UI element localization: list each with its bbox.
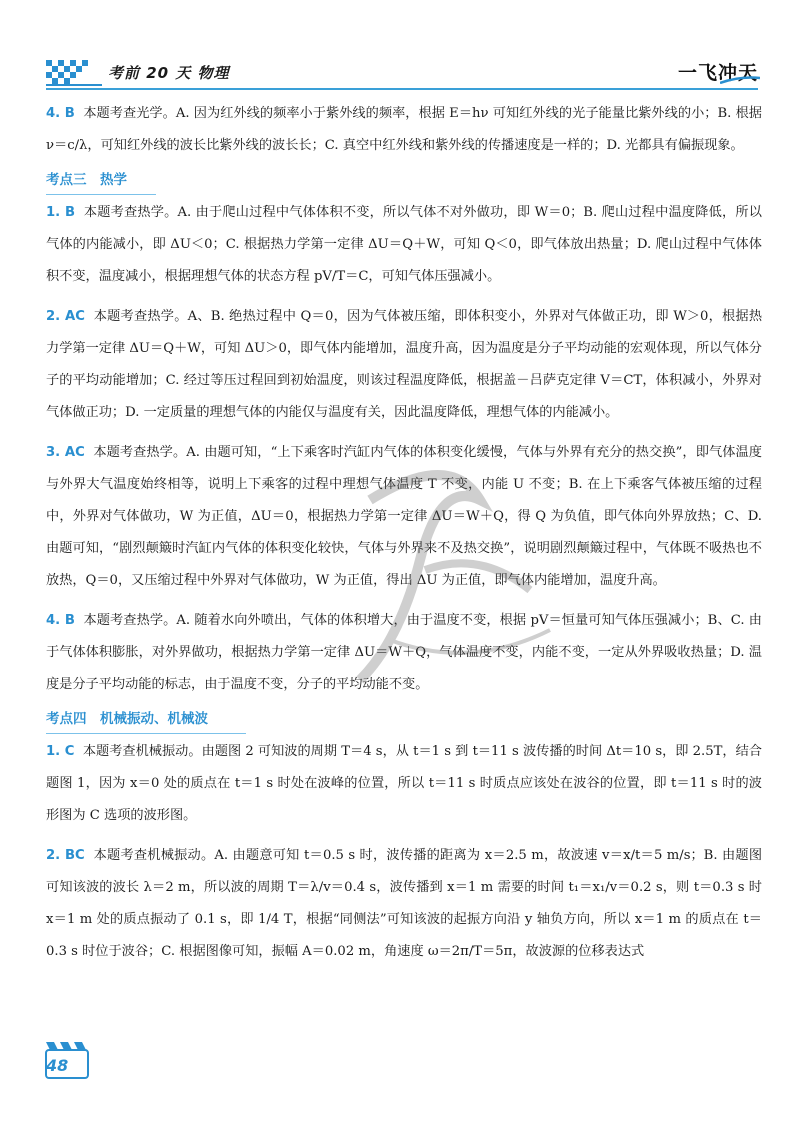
watermark-logo-icon — [330, 440, 570, 700]
answer-number: 1. C — [46, 744, 75, 759]
answer-text: 本题考查热学。A. 由题可知，“上下乘客时汽缸内气体的体积变化缓慢，气体与外界有充分的热交换”，即气体温度与外界大气温度始终相等，说明上下乘客的过程中理想气体温度 T 不变，内能 U 不变；B. 在上下乘客气体被压缩的过程中，外界对气体做功，W 为正值，ΔU＝0，根据热力学第一定律 ΔU＝W＋Q，得 Q 为负值，即气体向外界放热；C、D. 由题可知，“剧烈颠簸时汽缸内气体的体积变化较快，气体与外界来不及热交换”，说明剧烈颠簸过程中，气体既不吸热也不放热，Q＝0，又压缩过程中外界对气体做功，W 为正值，得出 ΔU 为正值，即气体内能增加，温度升高。 — [46, 445, 762, 588]
answer-number: 4. B — [46, 106, 75, 121]
section-underline — [46, 194, 156, 195]
header-title: 考前 20 天 物理 — [108, 64, 230, 82]
answer-item — [46, 197, 762, 293]
answer-text: 本题考查热学。A. 由于爬山过程中气体体积不变，所以气体不对外做功，即 W＝0；B. 爬山过程中温度降低，所以气体的内能减小，即 ΔU＜0；C. 根据热力学第一定律 ΔU＝Q＋W，可知 Q＜0，即气体放出热量；D. 爬山过程中气体体积不变，温度减小，根据理想气体的状态方程 pV/T＝C，可知气体压强减小。 — [46, 205, 762, 284]
answer-item — [46, 301, 762, 429]
answer-number: 1. B — [46, 205, 76, 220]
section-optics-tail — [46, 98, 762, 162]
answer-text: 本题考查光学。A. 因为红外线的频率小于紫外线的频率，根据 E＝hν 可知红外线的光子能量比紫外线的小；B. 根据 ν＝c/λ，可知红外线的波长比紫外线的波长长；C. 真空中红外线和紫外线的传播速度是一样的；D. 光都具有偏振现象。 — [46, 106, 762, 153]
answer-item — [46, 98, 762, 162]
answer-text: 本题考查机械振动。A. 由题意可知 t＝0.5 s 时，波传播的距离为 x＝2.5 m，故波速 v＝x/t＝5 m/s；B. 由题图可知该波的波长 λ＝2 m，所以波的周期 T＝λ/v＝0.4 s，波传播到 x＝1 m 需要的时间 t₁＝x₁/v＝0.2 s，则 t＝0.3 s 时 x＝1 m 处的质点振动了 0.1 s，即 1/4 T，根据“同侧法”可知该波的起振方向沿 y 轴负方向，所以 x＝1 m 的质点在 t＝0.3 s 时位于波谷；C. 根据图像可知，振幅 A＝0.02 m，角速度 ω＝2π/T＝5π，故波源的位移表达式 — [46, 848, 763, 959]
answer-number: 2. AC — [46, 309, 85, 324]
section-vibration-waves — [46, 701, 762, 968]
swoosh-icon — [720, 76, 760, 84]
section-title: 考点四 机械振动、机械波 — [46, 711, 208, 727]
answer-text: 本题考查热学。A. 随着水向外喷出，气体的体积增大，由于温度不变，根据 pV＝恒量可知气体压强减小；B、C. 由于气体体积膨胀，对外界做功，根据热力学第一定律 ΔU＝W＋Q，气体温度不变，内能不变，一定从外界吸收热量；D. 温度是分子平均动能的标志，由于温度不变，分子的平均动能不变。 — [46, 613, 762, 692]
answer-item — [46, 840, 762, 968]
section-title: 考点三 热学 — [46, 172, 127, 188]
answer-text: 本题考查热学。A、B. 绝热过程中 Q＝0，因为气体被压缩，即体积变小，外界对气体做正功，即 W＞0，根据热力学第一定律 ΔU＝Q＋W，可知 ΔU＞0，即气体内能增加，温度升高，因为温度是分子平均动能的宏观体现，所以气体分子的平均动能增加；C. 经过等压过程回到初始温度，则该过程温度降低，根据盖－吕萨克定律 V＝CT，体积减小，外界对气体做正功；D. 一定质量的理想气体的内能仅与温度有关，因此温度降低，理想气体的内能减小。 — [46, 309, 763, 420]
answer-item — [46, 736, 762, 832]
answer-text: 本题考查机械振动。由题图 2 可知波的周期 T＝4 s，从 t＝1 s 到 t＝11 s 波传播的时间 Δt＝10 s，即 2.5T，结合题图 1，因为 x＝0 处的质点在 t＝1 s 时处在波峰的位置，所以 t＝11 s 时质点应该处在波谷的位置，即 t＝11 s 时的波形图为 C 选项的波形图。 — [46, 744, 762, 823]
header-divider — [46, 88, 758, 90]
checker-logo-icon — [46, 60, 102, 86]
page-header — [46, 56, 758, 88]
answer-number: 4. B — [46, 613, 75, 628]
brand-logo: 一飞冲天 — [677, 62, 758, 84]
section-underline — [46, 733, 246, 734]
page-number: 48 — [46, 1056, 69, 1075]
answer-number: 3. AC — [46, 445, 85, 460]
answer-number: 2. BC — [46, 848, 85, 863]
